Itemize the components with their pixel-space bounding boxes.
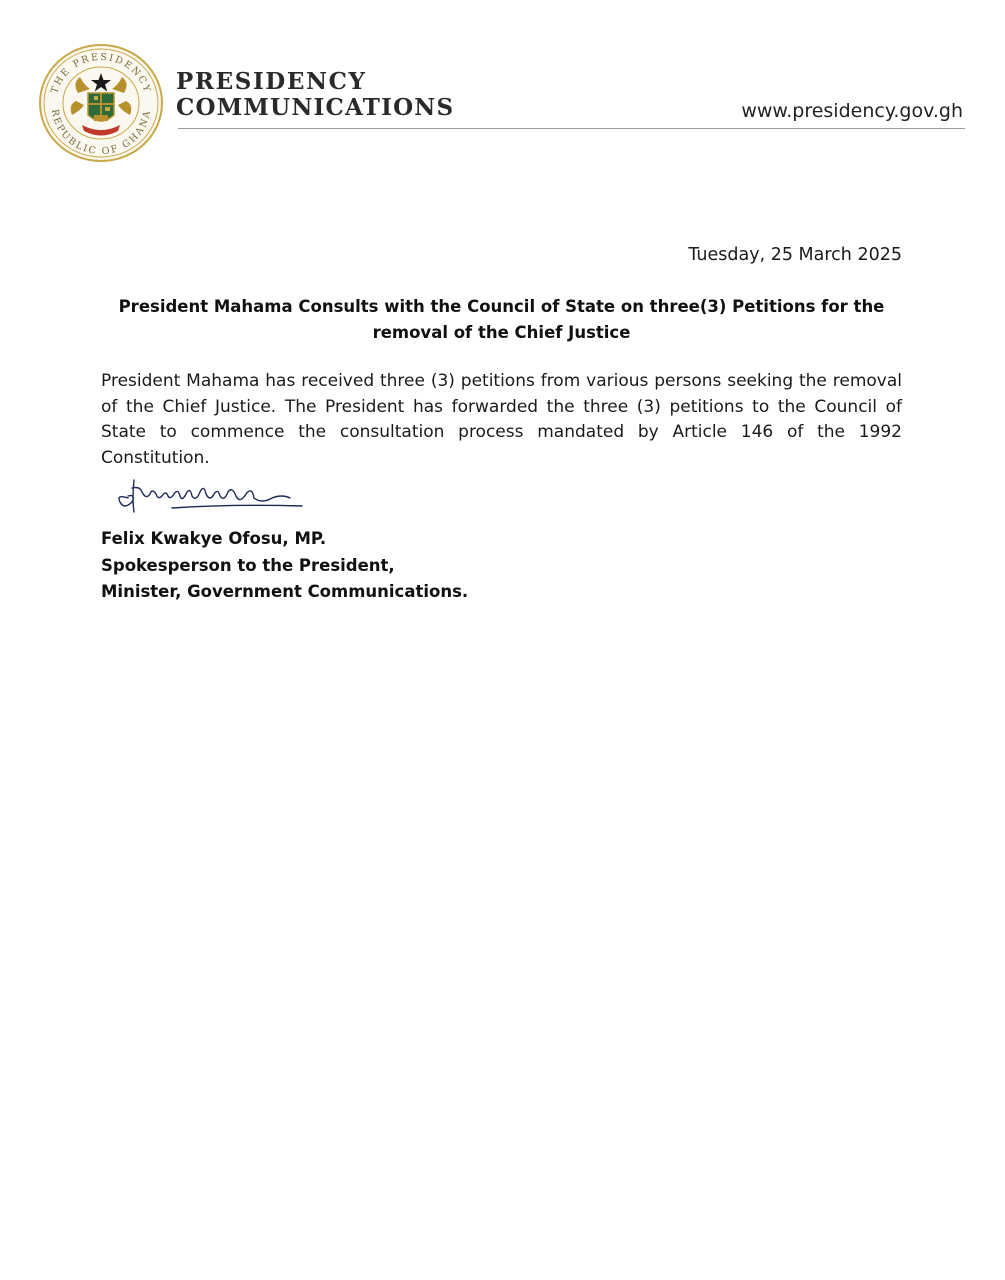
press-release-title: President Mahama Consults with the Council of State on three(3) Petitions for the removal of the Chief Justice [118,297,885,342]
handwritten-signature-icon [112,468,312,520]
brand-line-presidency: PRESIDENCY [176,68,367,95]
website-url: www.presidency.gov.gh [741,100,963,122]
seal-ring-text-bottom: REPUBLIC OF GHANA [48,108,154,158]
signatory-name: Felix Kwakye Ofosu, MP. [101,529,327,548]
brand-line-communications: COMMUNICATIONS [176,94,455,121]
signatory-block [101,526,468,606]
seal-ring-text-top: THE PRESIDENCY [49,51,153,95]
coat-of-arms-icon [38,43,164,163]
header-divider [178,128,965,129]
brand-wordmark [176,69,454,121]
press-release-body: President Mahama has received three (3) petitions from various persons seeking the removal of the Chief Justice. The President has forwarded the three (3) petitions to the Council of State to commence the consultation process mandated by Article 146 of the 1992 Constitution. [101,371,902,468]
document-date: Tuesday, 25 March 2025 [688,245,902,265]
signatory-role-minister: Minister, Government Communications. [101,582,469,601]
presidency-seal [38,43,164,163]
signatory-role-spokesperson: Spokesperson to the President, [101,555,395,575]
signature [112,468,312,520]
